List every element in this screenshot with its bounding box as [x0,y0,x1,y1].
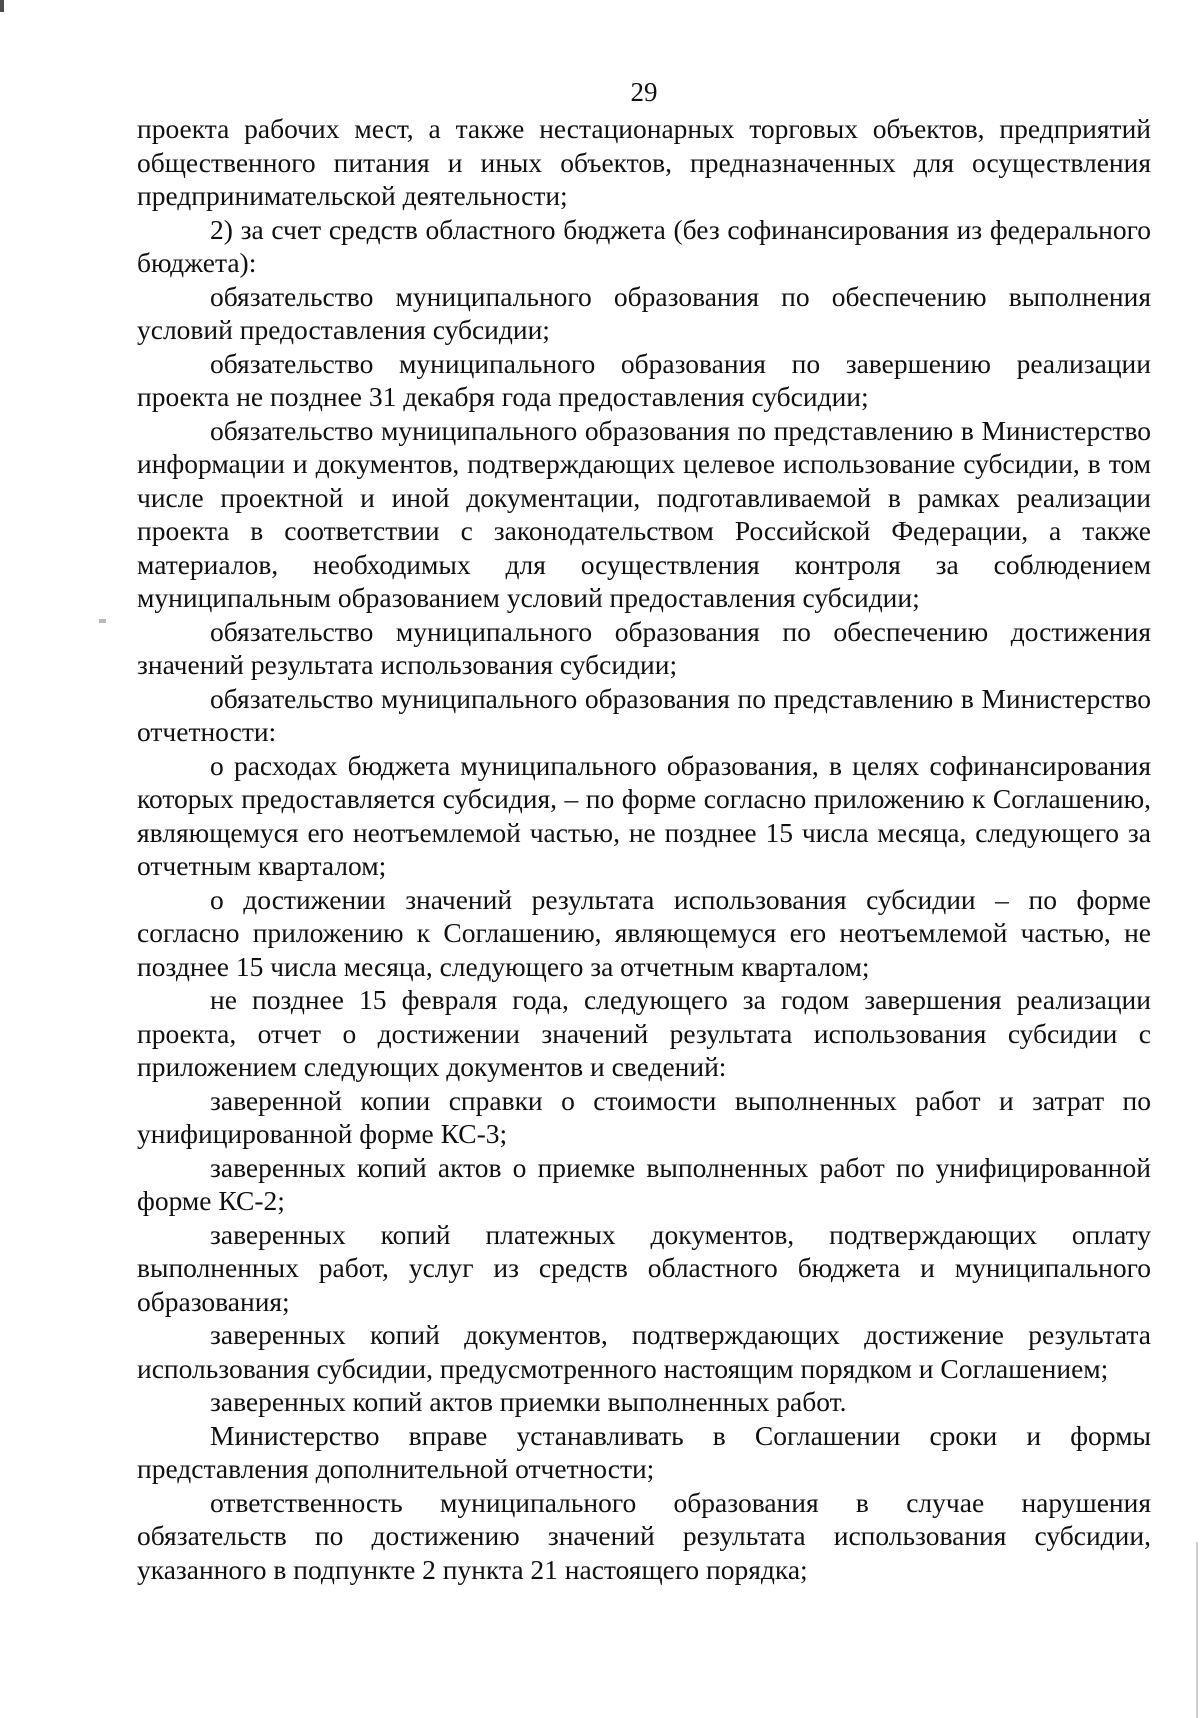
paragraph: обязательство муниципального образования по представлению в Министерство информации и документов, подтверждающих целевое использование субсидии, в том числе проектной и иной документации, подготавливаемой в рамках реализации проекта в соответствии с законодательством Российской Федерации, а также материалов, необходимых для осуществления контроля за соблюдением муниципальным образованием условий предоставления субсидии; [137,414,1151,613]
page-number: 29 [630,77,658,107]
paragraph: обязательство муниципального образования по представлению в Министерство отчетности: [137,682,1151,747]
paragraph: обязательство муниципального образования по обеспечению достижения значений результата использования субсидии; [137,615,1151,680]
text-block [137,112,1151,1586]
scan-margin-speck [99,619,106,623]
paragraph: заверенных копий актов о приемке выполненных работ по унифицированной форме КС-2; [137,1151,1151,1216]
paragraph: проекта рабочих мест, а также нестационарных торговых объектов, предприятий общественного питания и иных объектов, предназначенных для осуществления предпринимательской деятельности; [137,113,1151,211]
scan-corner-artifact [0,0,4,12]
paragraph: заверенных копий актов приемки выполненных работ. [210,1386,847,1417]
paragraph: заверенных копий платежных документов, подтверждающих оплату выполненных работ, услуг из средств областного бюджета и муниципального образования; [137,1218,1151,1317]
paragraph: о достижении значений результата использования субсидии – по форме согласно приложению к Соглашению, являющемуся его неотъемлемой частью, не позднее 15 числа месяца, следующего за отчетным кварталом; [137,883,1151,982]
paragraph: не позднее 15 февраля года, следующего за годом завершения реализации проекта, отчет о достижении значений результата использования субсидии с приложением следующих документов и сведений: [137,984,1151,1082]
paragraph: заверенных копий документов, подтверждающих достижение результата использования субсидии, предусмотренного настоящим порядком и Соглашением; [137,1319,1151,1384]
paragraph: обязательство муниципального образования по завершению реализации проекта не позднее 31 декабря года предоставления субсидии; [137,347,1151,412]
paragraph: 2) за счет средств областного бюджета (без софинансирования из федерального бюджета): [137,213,1151,278]
scan-edge-line [1196,1542,1198,1718]
paragraph: ответственность муниципального образования в случае нарушения обязательств по достижению значений результата использования субсидии, указанного в подпункте 2 пункта 21 настоящего порядка; [137,1486,1151,1585]
paragraph: обязательство муниципального образования по обеспечению выполнения условий предоставления субсидии; [137,280,1151,345]
paragraph: о расходах бюджета муниципального образования, в целях софинансирования которых предоставляется субсидия, – по форме согласно приложению к Соглашению, являющемуся его неотъемлемой частью, не позднее 15 числа месяца, следующего за отчетным кварталом; [137,749,1151,881]
paragraph: Министерство вправе устанавливать в Соглашении сроки и формы представления дополнительной отчетности; [137,1419,1151,1484]
paragraph: заверенной копии справки о стоимости выполненных работ и затрат по унифицированной форме КС-3; [137,1084,1151,1149]
